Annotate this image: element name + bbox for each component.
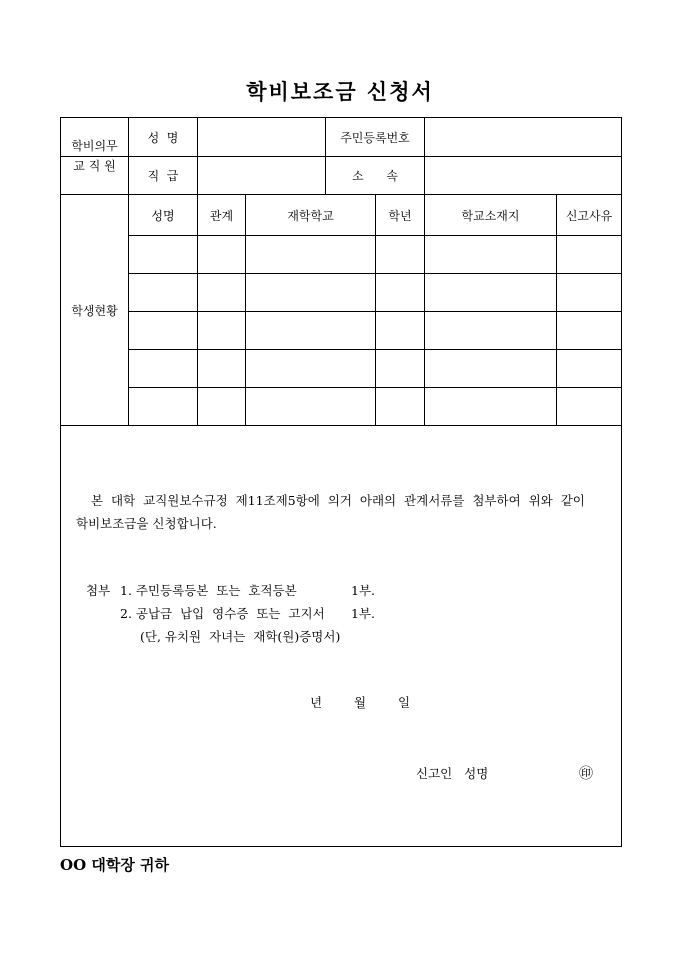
application-form <box>60 117 622 847</box>
row-divider <box>61 425 621 426</box>
affiliation-field[interactable] <box>425 157 621 194</box>
name-field[interactable] <box>198 118 325 156</box>
rank-field[interactable] <box>198 157 325 194</box>
date-year: 년 <box>310 695 323 710</box>
attachment-qty-2: 1부. <box>351 606 376 621</box>
student-section-label: 학생현황 <box>71 303 118 318</box>
statement-line-1: 본 대학 교직원보수규정 제11조제5항에 의거 아래의 관계서류를 첨부하여 위와 같이 <box>91 493 585 508</box>
addressee: OO 대학장 귀하 <box>60 856 170 874</box>
column-header-school: 재학학교 <box>287 208 334 223</box>
date-day: 일 <box>398 695 411 710</box>
applicant-label-line1: 학비의무 <box>71 139 118 153</box>
name-label: 성 명 <box>147 130 179 145</box>
statement-line-2: 학비보조금을 신청합니다. <box>76 516 217 531</box>
resident-number-field[interactable] <box>425 118 621 156</box>
applicant-section-label <box>61 118 128 194</box>
applicant-label-line2: 교 직 원 <box>73 159 116 173</box>
attachment-note: (단, 유치원 자녀는 재학(원)증명서) <box>140 629 341 644</box>
column-header-grade: 학년 <box>388 208 412 223</box>
attachment-item-1: 1. 주민등록등본 또는 호적등본 <box>120 583 297 598</box>
signer-label: 신고인 성명 <box>416 766 489 781</box>
rank-label: 직 급 <box>147 169 179 183</box>
seal-icon: ㊞ <box>579 766 593 782</box>
attachment-label: 첨부 <box>86 583 111 598</box>
resident-number-label: 주민등록번호 <box>340 130 410 145</box>
date-month: 월 <box>354 695 367 710</box>
column-header-relation: 관계 <box>209 208 234 223</box>
column-header-report-reason: 신고사유 <box>565 208 613 223</box>
attachment-qty-1: 1부. <box>351 583 376 598</box>
attachment-item-2: 2. 공납금 납입 영수증 또는 고지서 <box>120 606 325 621</box>
column-header-school-location: 학교소재지 <box>461 208 520 223</box>
affiliation-label: 소 속 <box>351 169 399 183</box>
column-header-name: 성명 <box>151 208 175 223</box>
document-title: 학비보조금 신청서 <box>246 79 434 104</box>
